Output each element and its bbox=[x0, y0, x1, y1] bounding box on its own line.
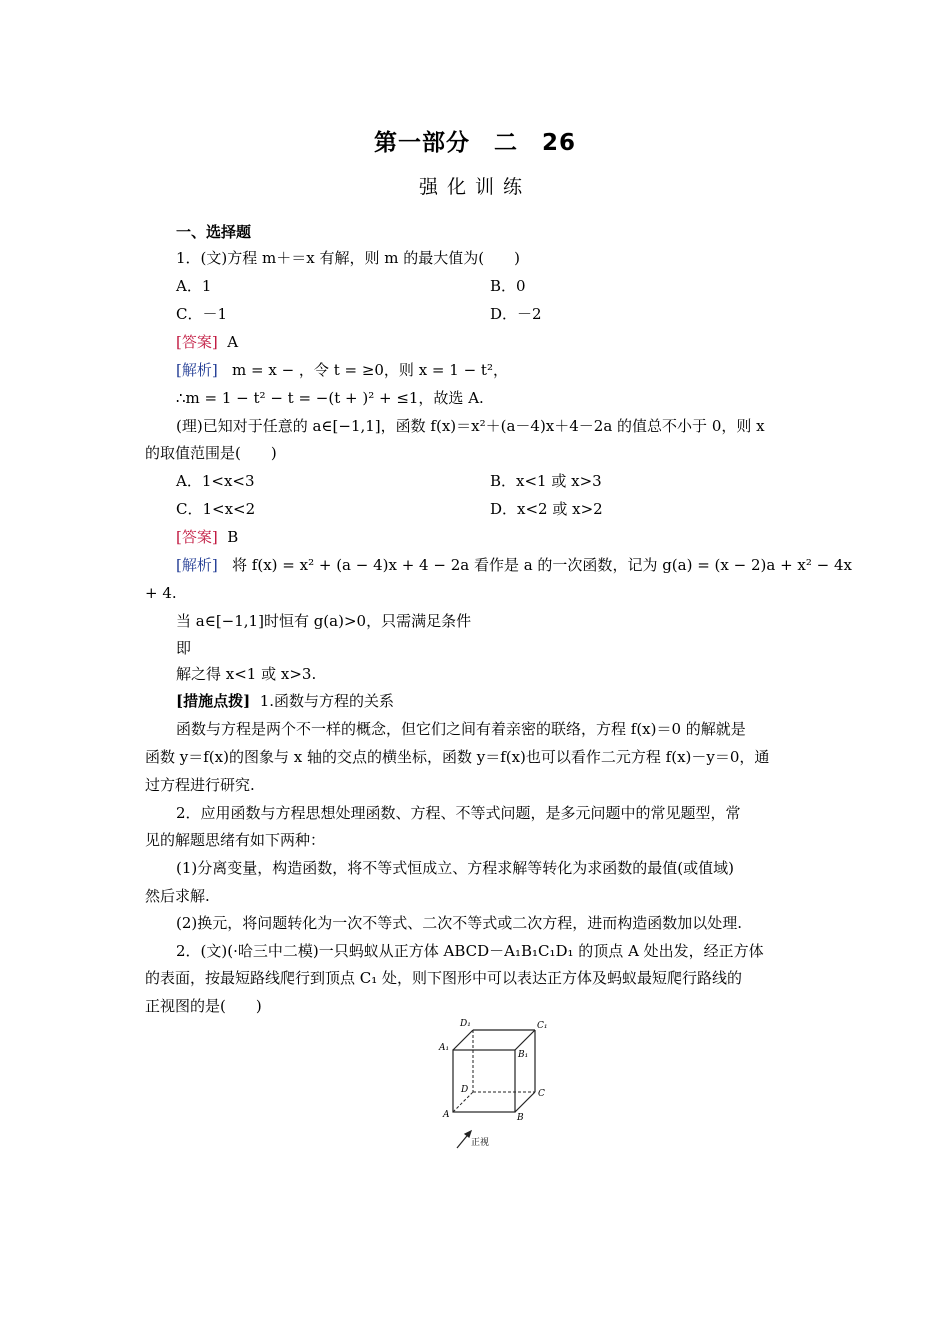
page-title: 第一部分 二 26 bbox=[373, 130, 576, 156]
analysis-text: m = x − ，令 t = ≥0，则 x = 1 − t²， bbox=[232, 361, 508, 379]
cube-edge bbox=[515, 1092, 535, 1112]
q1-li-analysis-line-1 bbox=[176, 555, 852, 575]
view-label: 正视 bbox=[471, 1138, 490, 1148]
vertex-label: A₁ bbox=[439, 1043, 450, 1053]
q1-li-analysis-line-4: 即 bbox=[176, 639, 192, 657]
q1-li-analysis-line-2: + 4. bbox=[145, 584, 177, 602]
answer-tag: [答案] bbox=[176, 333, 218, 351]
q2-stem-line-3: 正视图的是( ) bbox=[145, 997, 262, 1015]
q1-option-c: C．－1 bbox=[176, 305, 228, 323]
tips-p2-line-1: 2．应用函数与方程思想处理函数、方程、不等式问题，是多元问题中的常见题型，常 bbox=[176, 804, 741, 822]
q1-analysis-line-1 bbox=[176, 360, 841, 380]
analysis-tag: [解析] bbox=[176, 361, 218, 379]
vertex-label: C bbox=[538, 1089, 545, 1099]
q2-stem-line-1: 2．(文)(·哈三中二模)一只蚂蚁从正方体 ABCD－A₁B₁C₁D₁ 的顶点 A 处出发，经正方体 bbox=[176, 942, 764, 960]
analysis-tag: [解析] bbox=[176, 556, 218, 574]
answer-tag: [答案] bbox=[176, 528, 218, 546]
q1-li-option-d: D．x<2 或 x>2 bbox=[490, 500, 603, 518]
vertex-label: D₁ bbox=[460, 1019, 471, 1029]
tips-p1-line-3: 过方程进行研究. bbox=[145, 776, 255, 794]
q2-stem-line-2: 的表面，按最短路线爬行到顶点 C₁ 处，则下图形中可以表达正方体及蚂蚁最短爬行路线的 bbox=[145, 969, 743, 987]
vertex-label: B₁ bbox=[518, 1050, 529, 1060]
section-heading: 一、选择题 bbox=[176, 223, 252, 241]
tips-heading bbox=[176, 691, 841, 711]
cube-hidden-edge bbox=[453, 1092, 473, 1112]
cube-front-face bbox=[453, 1050, 515, 1112]
q1-li-analysis-line-5: 解之得 x<1 或 x>3. bbox=[176, 665, 317, 683]
q1-option-b: B．0 bbox=[490, 277, 526, 295]
answer-value: A bbox=[227, 333, 239, 351]
tips-p4: (2)换元，将问题转化为一次不等式、二次不等式或二次方程，进而构造函数加以处理. bbox=[176, 914, 743, 932]
tips-p2-line-2: 见的解题思绪有如下两种： bbox=[145, 831, 326, 849]
tips-p3-line-1: (1)分离变量，构造函数，将不等式恒成立、方程求解等转化为求函数的最值(或值域) bbox=[176, 859, 734, 877]
tips-p1-line-1: 函数与方程是两个不一样的概念，但它们之间有着亲密的联络，方程 f(x)＝0 的解就是 bbox=[176, 720, 746, 738]
q1-li-option-a: A．1<x<3 bbox=[176, 472, 255, 490]
answer-value: B bbox=[227, 528, 239, 546]
tips-tag: [措施点拨] bbox=[176, 692, 251, 710]
view-direction-arrowhead bbox=[465, 1131, 471, 1137]
q1-li-option-b: B．x<1 或 x>3 bbox=[490, 472, 602, 490]
vertex-label: B bbox=[517, 1113, 524, 1123]
q1-analysis-line-2: ∴m = 1 − t² − t = −(t + )² + ≤1，故选 A. bbox=[176, 389, 484, 407]
analysis-text: 将 f(x) = x² + (a − 4)x + 4 − 2a 看作是 a 的一次函数，记为 g(a) = (x − 2)a + x² − 4x bbox=[232, 556, 852, 574]
q1-wen-stem: 1．(文)方程 m＋＝x 有解，则 m 的最大值为( ) bbox=[176, 249, 520, 267]
q1-option-d: D．－2 bbox=[490, 305, 542, 323]
cube-edge bbox=[515, 1030, 535, 1050]
q1-option-a: A．1 bbox=[176, 277, 212, 295]
q1-li-stem-line-2: 的取值范围是( ) bbox=[145, 444, 277, 462]
tips-head-text: 1.函数与方程的关系 bbox=[259, 692, 395, 710]
tips-p1-line-2: 函数 y＝f(x)的图象与 x 轴的交点的横坐标，函数 y＝f(x)也可以看作二元方程 f(x)－y＝0，通 bbox=[145, 748, 770, 766]
tips-p3-line-2: 然后求解. bbox=[145, 887, 210, 905]
cube-edge bbox=[453, 1030, 473, 1050]
vertex-label: C₁ bbox=[537, 1021, 548, 1031]
vertex-label: A bbox=[443, 1110, 450, 1120]
cube-figure bbox=[435, 1012, 555, 1152]
q1-li-answer bbox=[176, 527, 841, 547]
q1-li-stem-line-1: (理)已知对于任意的 a∈[−1,1]，函数 f(x)＝x²＋(a－4)x＋4－2a 的值总不小于 0，则 x bbox=[176, 417, 765, 435]
q1-li-option-c: C．1<x<2 bbox=[176, 500, 256, 518]
q1-answer bbox=[176, 332, 841, 352]
page-subtitle: 强化训练 bbox=[418, 176, 531, 198]
vertex-label: D bbox=[461, 1085, 469, 1095]
q1-li-analysis-line-3: 当 a∈[−1,1]时恒有 g(a)>0，只需满足条件 bbox=[176, 612, 472, 630]
